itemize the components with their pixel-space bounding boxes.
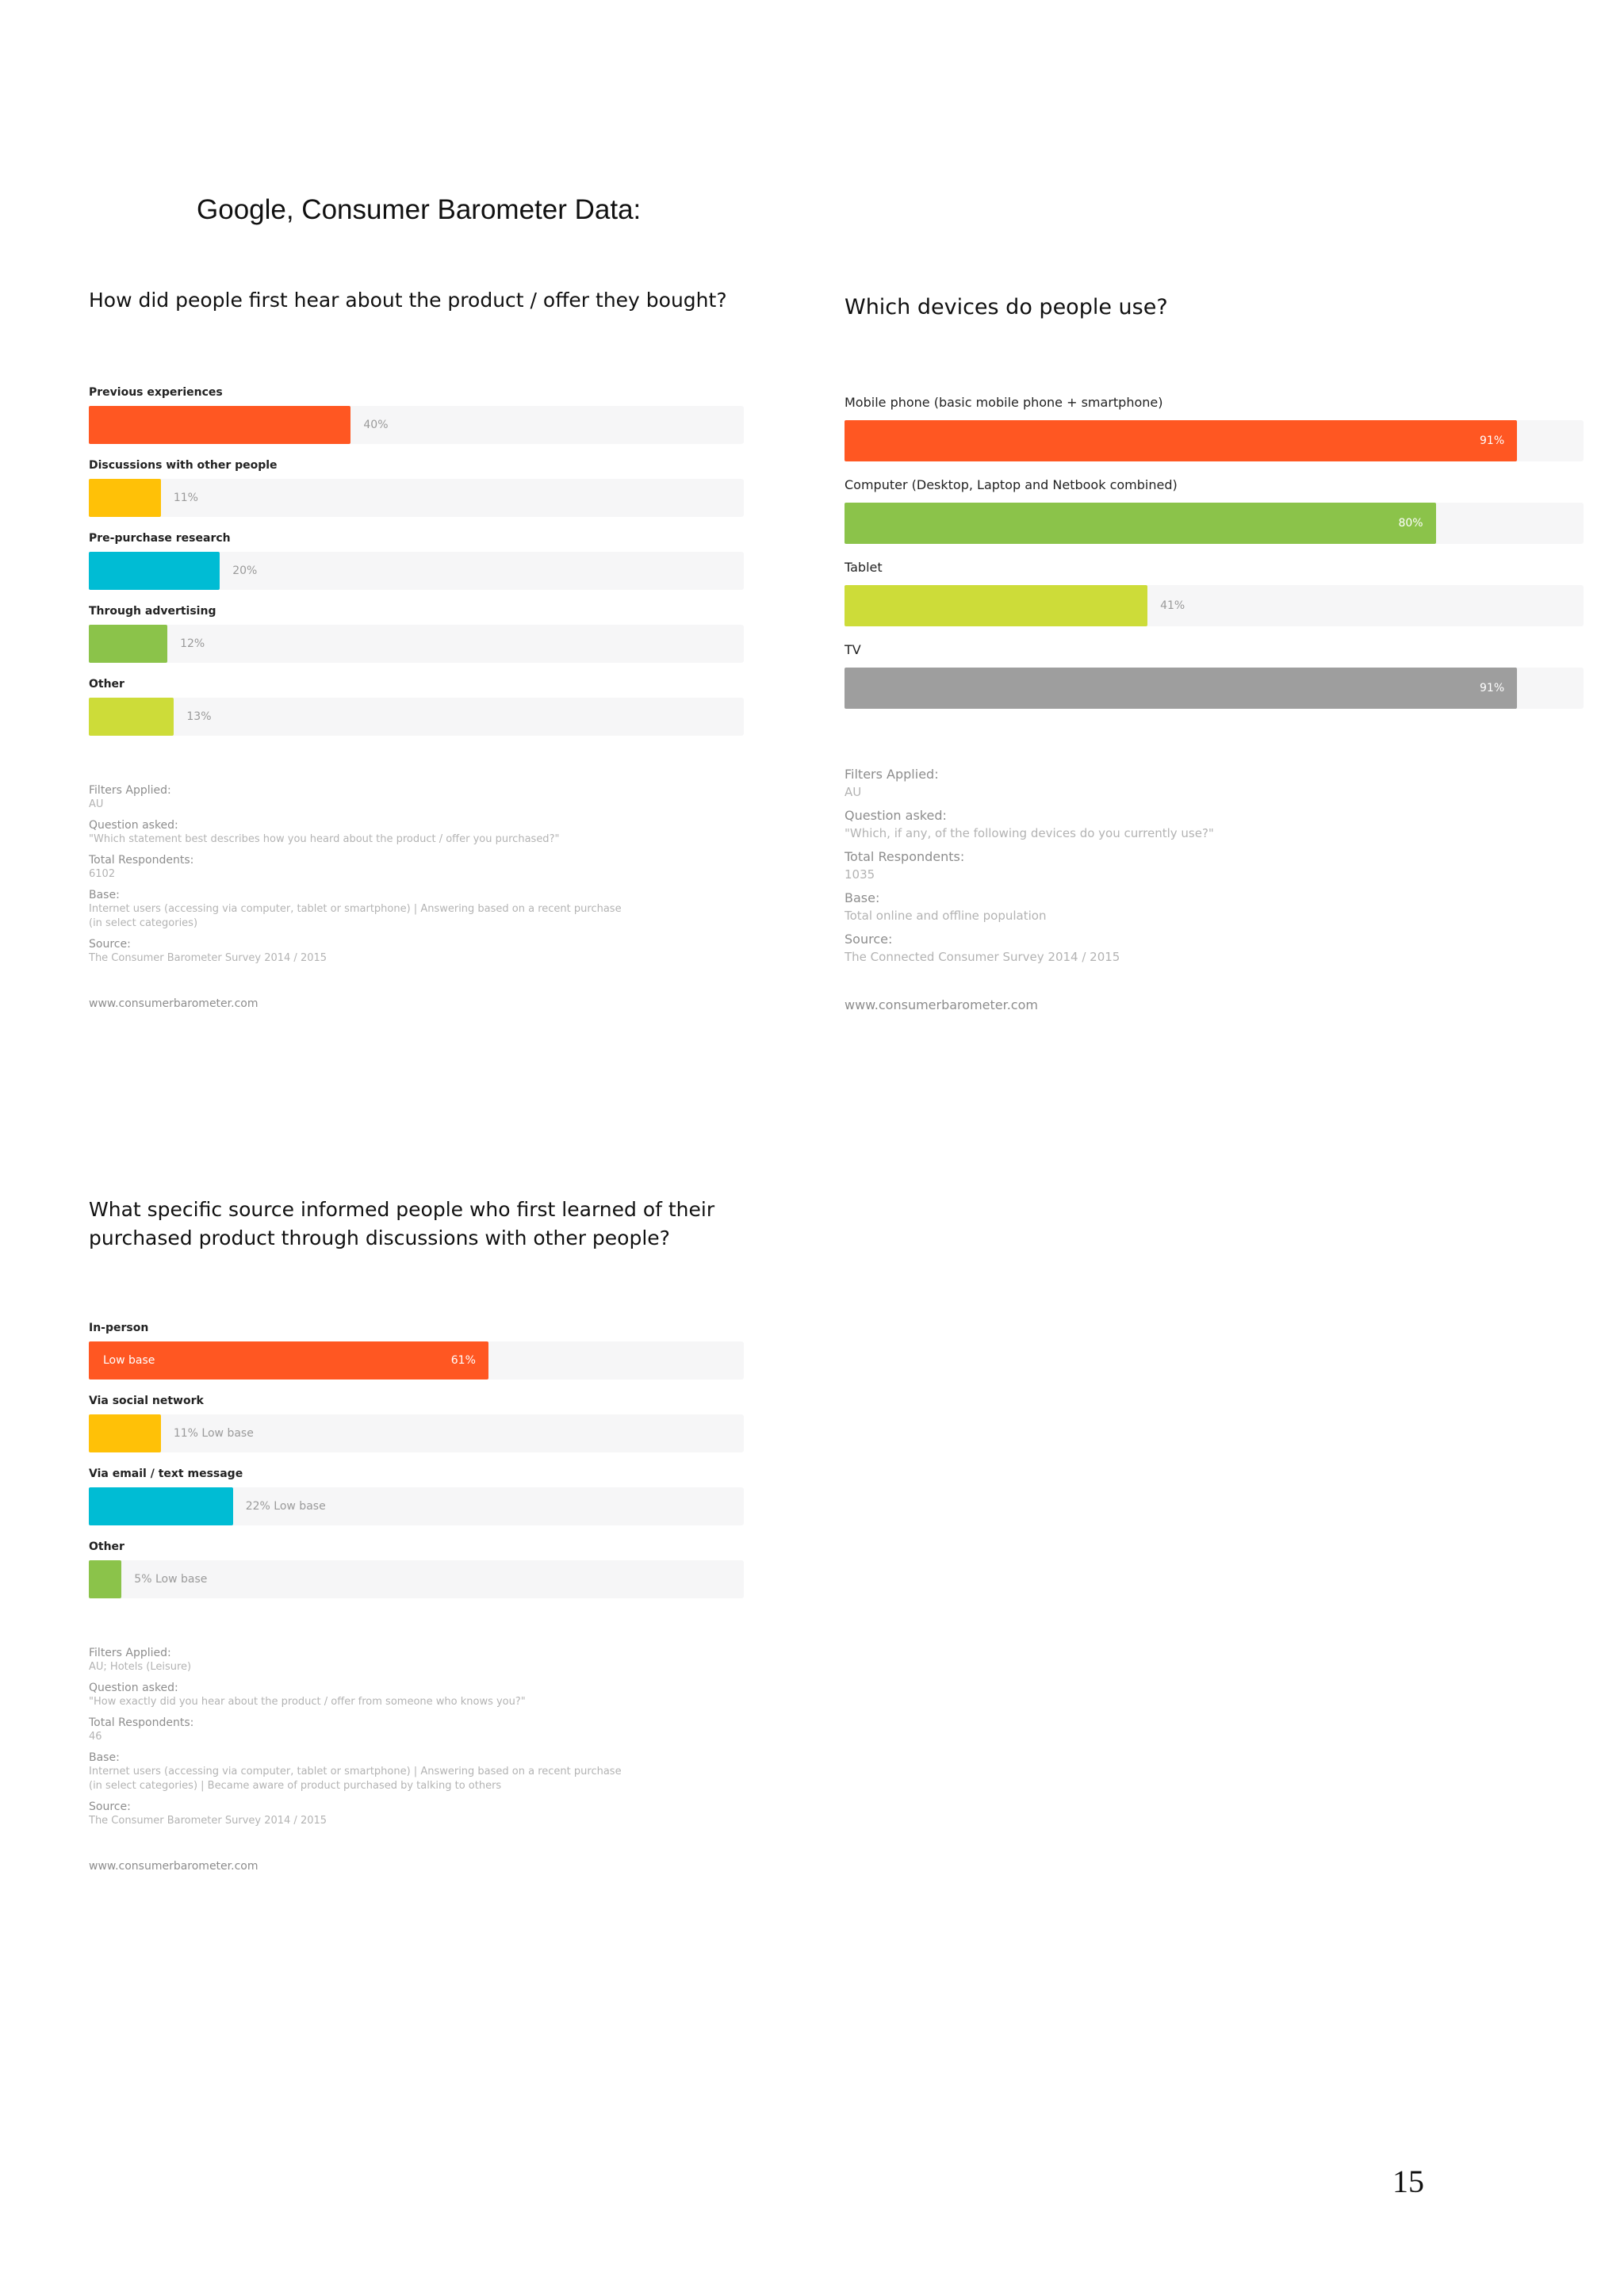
bar-track — [89, 479, 744, 517]
meta-value: AU — [845, 785, 862, 799]
bar-track — [845, 503, 1584, 544]
meta-field — [845, 890, 1584, 924]
bar-value-label: 40% — [363, 419, 389, 431]
bar-track — [89, 1487, 744, 1525]
bar-row — [89, 1540, 744, 1613]
bar-track — [89, 1341, 744, 1380]
meta-label: Question asked: — [89, 819, 178, 832]
bar-track — [89, 625, 744, 663]
bar-row — [89, 1394, 744, 1467]
source-website-link[interactable]: www.consumerbarometer.com — [845, 997, 1038, 1012]
bar-row — [845, 560, 1584, 642]
meta-field — [845, 766, 1584, 801]
chart-title: Which devices do people use? — [845, 295, 1168, 320]
bar-category-label: Via email / text message — [89, 1468, 243, 1480]
meta-value: The Connected Consumer Survey 2014 / 2015 — [845, 950, 1120, 964]
chart-panel-devices — [845, 293, 1584, 1012]
bar — [89, 479, 161, 517]
chart-panel-specific-source — [89, 1196, 744, 1873]
bar-value-label: 11% — [173, 492, 198, 504]
bar-track — [845, 668, 1584, 709]
document-title: Google, Consumer Barometer Data: — [197, 194, 642, 225]
bar-value-label: 20% — [232, 564, 258, 577]
chart-panel-first-hear — [89, 287, 744, 1010]
meta-field — [845, 848, 1584, 883]
meta-field — [845, 931, 1584, 966]
bar-category-label: Pre-purchase research — [89, 532, 231, 545]
meta-label: Filters Applied: — [89, 1647, 171, 1659]
source-website-link[interactable]: www.consumerbarometer.com — [89, 1860, 259, 1873]
meta-field — [89, 888, 744, 931]
chart-meta — [89, 783, 744, 966]
bar-row — [89, 531, 744, 604]
meta-label: Base: — [89, 889, 120, 901]
bar-track — [845, 420, 1584, 461]
meta-value: "Which, if any, of the following devices do you currently use?" — [845, 826, 1214, 840]
meta-value: AU; Hotels (Leisure) — [89, 1661, 192, 1673]
meta-field — [845, 807, 1584, 842]
bar-value-label: 80% — [1398, 517, 1423, 530]
chart-meta — [89, 1646, 744, 1828]
bar-category-label: Discussions with other people — [89, 459, 278, 472]
meta-value: "How exactly did you hear about the product / offer from someone who knows you?" — [89, 1696, 526, 1708]
meta-label: Total Respondents: — [89, 1716, 194, 1729]
meta-value: Total online and offline population — [845, 909, 1047, 923]
bar — [845, 585, 1147, 626]
meta-value: 1035 — [845, 867, 875, 882]
meta-label: Question asked: — [845, 808, 947, 823]
bar-value-label: 91% — [1480, 682, 1505, 695]
bar-row — [89, 385, 744, 458]
page-number: 15 — [1392, 2164, 1424, 2199]
bar — [89, 698, 174, 736]
bar-category-label: Computer (Desktop, Laptop and Netbook combined) — [845, 477, 1178, 492]
bar-track — [845, 585, 1584, 626]
bar-value-label: 41% — [1160, 599, 1185, 612]
bar — [89, 406, 350, 444]
meta-value: Internet users (accessing via computer, tablet or smartphone) | Answering based on a recent purchase (in select categories) | Became aware of product purchased by talking to others — [89, 1766, 622, 1792]
meta-value: 6102 — [89, 868, 116, 880]
bar-chart — [89, 1321, 744, 1613]
bar-value-label: 12% — [180, 637, 205, 650]
bar-category-label: Previous experiences — [89, 386, 223, 399]
meta-field — [89, 1681, 744, 1709]
bar-row — [89, 677, 744, 750]
meta-field — [89, 818, 744, 847]
bar — [89, 1487, 233, 1525]
bar-value-label: 5% Low base — [134, 1573, 208, 1586]
meta-field — [89, 1800, 744, 1828]
bar-value-label: 13% — [186, 710, 212, 723]
chart-title: How did people first hear about the product / offer they bought? — [89, 289, 727, 312]
meta-label: Base: — [845, 890, 880, 905]
bar-category-label: Mobile phone (basic mobile phone + smartphone) — [845, 395, 1163, 410]
bar-row — [845, 395, 1584, 477]
meta-label: Total Respondents: — [845, 849, 965, 864]
chart-meta — [845, 766, 1584, 966]
bar — [89, 1560, 121, 1598]
bar-category-label: Other — [89, 678, 124, 691]
bar-row — [89, 458, 744, 531]
bar — [89, 552, 220, 590]
meta-label: Total Respondents: — [89, 854, 194, 867]
bar-value-label: 61% — [450, 1354, 476, 1367]
meta-value: "Which statement best describes how you heard about the product / offer you purchased?" — [89, 833, 560, 845]
bar-category-label: Other — [89, 1540, 124, 1553]
chart-title: What specific source informed people who first learned of their purchased product through discussions with other people? — [89, 1198, 715, 1249]
bar-value-label: 11% Low base — [173, 1427, 254, 1440]
meta-value: 46 — [89, 1731, 102, 1743]
meta-value: Internet users (accessing via computer, tablet or smartphone) | Answering based on a recent purchase (in select categories) — [89, 903, 622, 929]
meta-value: The Consumer Barometer Survey 2014 / 2015 — [89, 952, 327, 964]
bar-category-label: Via social network — [89, 1395, 204, 1407]
meta-field — [89, 1751, 744, 1793]
meta-label: Source: — [845, 932, 893, 947]
bar-chart — [89, 385, 744, 750]
bar-track — [89, 552, 744, 590]
meta-label: Source: — [89, 938, 131, 951]
bar-value-label: 22% Low base — [245, 1500, 326, 1513]
meta-label: Question asked: — [89, 1682, 178, 1694]
bar-chart — [845, 395, 1584, 725]
bar-category-label: Through advertising — [89, 605, 216, 618]
bar-note-label: Low base — [103, 1354, 155, 1367]
meta-field — [89, 937, 744, 966]
meta-field — [89, 853, 744, 882]
meta-value: The Consumer Barometer Survey 2014 / 2015 — [89, 1815, 327, 1827]
meta-label: Filters Applied: — [845, 767, 939, 782]
meta-field — [89, 1646, 744, 1674]
bar-track — [89, 698, 744, 736]
bar-value-label: 91% — [1480, 434, 1505, 447]
bar-row — [845, 477, 1584, 560]
meta-label: Base: — [89, 1751, 120, 1764]
bar-track — [89, 1414, 744, 1452]
bar-category-label: Tablet — [845, 560, 883, 575]
meta-label: Filters Applied: — [89, 784, 171, 797]
bar — [845, 503, 1436, 544]
meta-field — [89, 1716, 744, 1744]
bar-category-label: TV — [845, 642, 861, 657]
bar-track — [89, 1560, 744, 1598]
bar-row — [845, 642, 1584, 725]
bar — [89, 1414, 161, 1452]
meta-value: AU — [89, 798, 104, 810]
bar — [845, 420, 1517, 461]
bar-row — [89, 1467, 744, 1540]
bar-category-label: In-person — [89, 1322, 149, 1334]
meta-field — [89, 783, 744, 812]
bar — [845, 668, 1517, 709]
bar-row — [89, 604, 744, 677]
meta-label: Source: — [89, 1800, 131, 1813]
bar — [89, 625, 167, 663]
bar-track — [89, 406, 744, 444]
source-website-link[interactable]: www.consumerbarometer.com — [89, 997, 259, 1010]
bar-row — [89, 1321, 744, 1394]
